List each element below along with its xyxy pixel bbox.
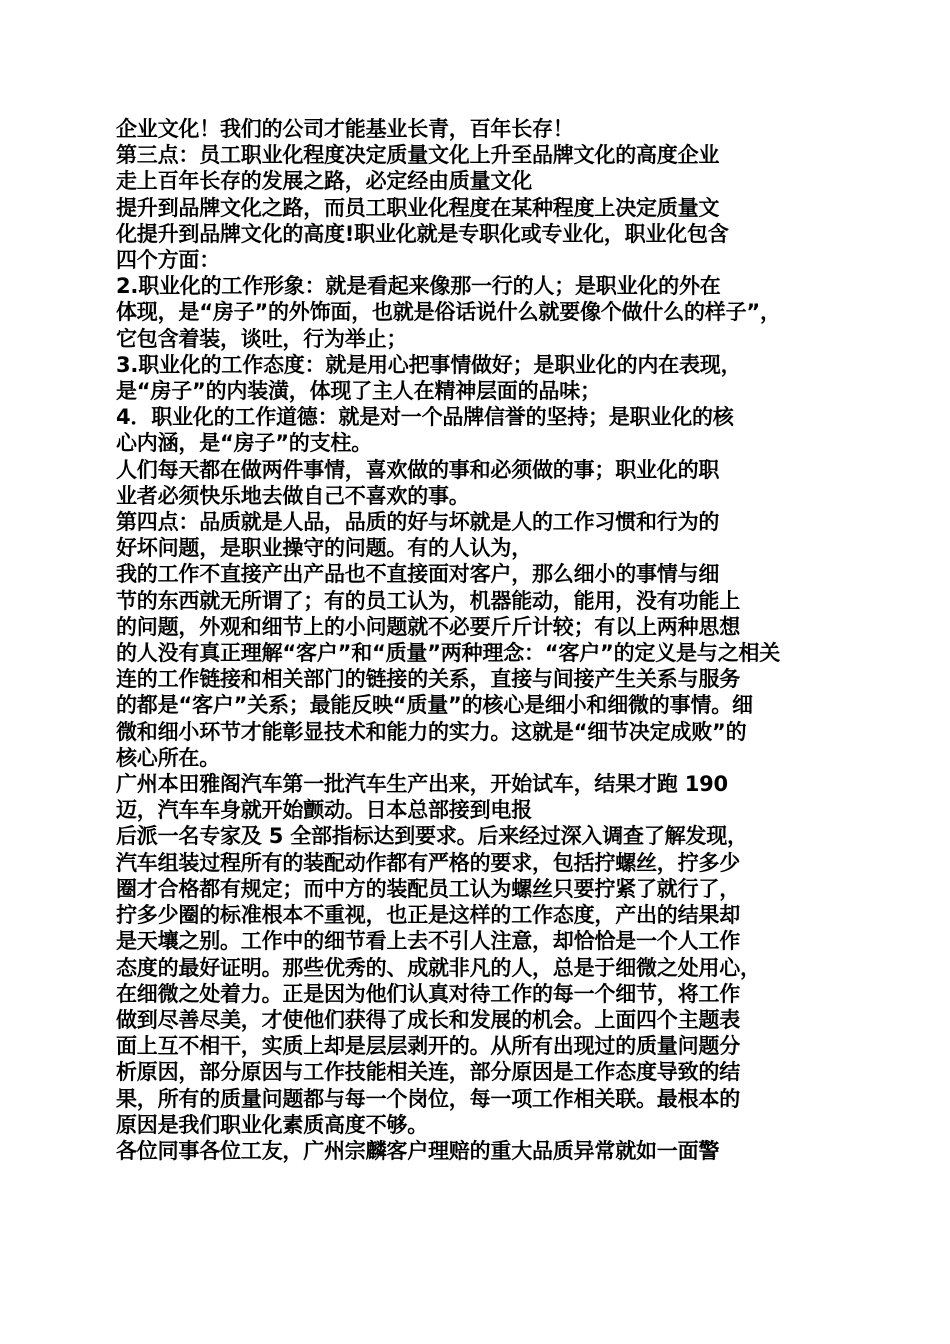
text-line: 各位同事各位工友，广州宗麟客户理赔的重大品质异常就如一面警 [116,1138,720,1163]
text-line: 是“房子”的内装潢，体现了主人在精神层面的品味； [116,379,601,404]
text-line: 3.职业化的工作态度：就是用心把事情做好；是职业化的内在表现， [116,352,742,377]
text-line: 好坏问题，是职业操守的问题。有的人认为， [116,536,532,561]
text-line: 节的东西就无所谓了；有的员工认为，机器能动，能用，没有功能上 [116,588,740,613]
text-line: 体现，是“房子”的外饰面，也就是俗话说什么就要像个做什么的样子”， [116,300,781,325]
text-line: 做到尽善尽美，才使他们获得了成长和发展的机会。上面四个主题表 [116,1007,740,1032]
text-line: 果，所有的质量问题都与每一个岗位，每一项工作相关联。最根本的 [116,1086,740,1111]
text-line: 四个方面： [116,248,220,273]
text-line: 态度的最好证明。那些优秀的、成就非凡的人，总是于细微之处用心， [116,955,761,980]
text-line: 2.职业化的工作形象：就是看起来像那一行的人；是职业化的外在 [116,274,721,299]
text-line: 连的工作链接和相关部门的链接的关系，直接与间接产生关系与服务 [116,667,740,692]
text-line: 后派一名专家及 5 全部指标达到要求。后来经过深入调查了解发现， [116,824,748,849]
text-line: 我的工作不直接产出产品也不直接面对客户，那么细小的事情与细 [116,562,720,587]
text-line: 在细微之处着力。正是因为他们认真对待工作的每一个细节，将工作 [116,981,740,1006]
text-line: 第四点：品质就是人品，品质的好与坏就是人的工作习惯和行为的 [116,510,720,535]
text-line: 广州本田雅阁汽车第一批汽车生产出来，开始试车，结果才跑 190 [116,772,728,797]
text-line: 走上百年长存的发展之路，必定经由质量文化 [116,169,532,194]
text-line: 人们每天都在做两件事情，喜欢做的事和必须做的事；职业化的职 [116,457,720,482]
text-line: 迈，汽车车身就开始颤动。日本总部接到电报 [116,798,532,823]
text-line: 企业文化！我们的公司才能基业长青，百年长存！ [116,117,574,141]
text-line: 第三点：员工职业化程度决定质量文化上升至品牌文化的高度企业 [116,143,720,168]
text-line: 核心所在。 [116,745,220,770]
text-line: 原因是我们职业化素质高度不够。 [116,1112,428,1137]
document-page [116,116,838,1164]
text-line: 析原因，部分原因与工作技能相关连，部分原因是工作态度导致的结 [116,1060,740,1085]
text-line: 的问题，外观和细节上的小问题就不必要斤斤计较；有以上两种思想 [116,614,740,639]
text-line: 是天壤之别。工作中的细节看上去不引人注意，却恰恰是一个人工作 [116,929,740,954]
text-line: 4．职业化的工作道德：就是对一个品牌信誉的坚持；是职业化的核 [116,405,734,430]
text-line: 化提升到品牌文化的高度!职业化就是专职化或专业化，职业化包含 [116,221,729,246]
text-line: 提升到品牌文化之路，而员工职业化程度在某种程度上决定质量文 [116,195,720,220]
text-line: 微和细小环节才能彰显技术和能力的实力。这就是“细节决定成败”的 [116,719,747,744]
text-line: 面上互不相干，实质上却是层层剥开的。从所有出现过的质量问题分 [116,1034,740,1059]
text-line: 它包含着装，谈吐，行为举止； [116,326,408,351]
text-line: 的人没有真正理解“客户”和“质量”两种理念：“客户”的定义是与之相关 [116,641,781,666]
text-line: 圈才合格都有规定；而中方的装配员工认为螺丝只要拧紧了就行了， [116,876,740,901]
text-line: 心内涵，是“房子”的支柱。 [116,431,373,456]
text-line: 业者必须快乐地去做自己不喜欢的事。 [116,483,470,508]
text-line: 汽车组装过程所有的装配动作都有严格的要求，包括拧螺丝，拧多少 [116,850,740,875]
text-line: 拧多少圈的标准根本不重视，也正是这样的工作态度，产出的结果却 [116,903,740,928]
text-line: 的都是“客户”关系；最能反映“质量”的核心是细小和细微的事情。细 [116,693,753,718]
